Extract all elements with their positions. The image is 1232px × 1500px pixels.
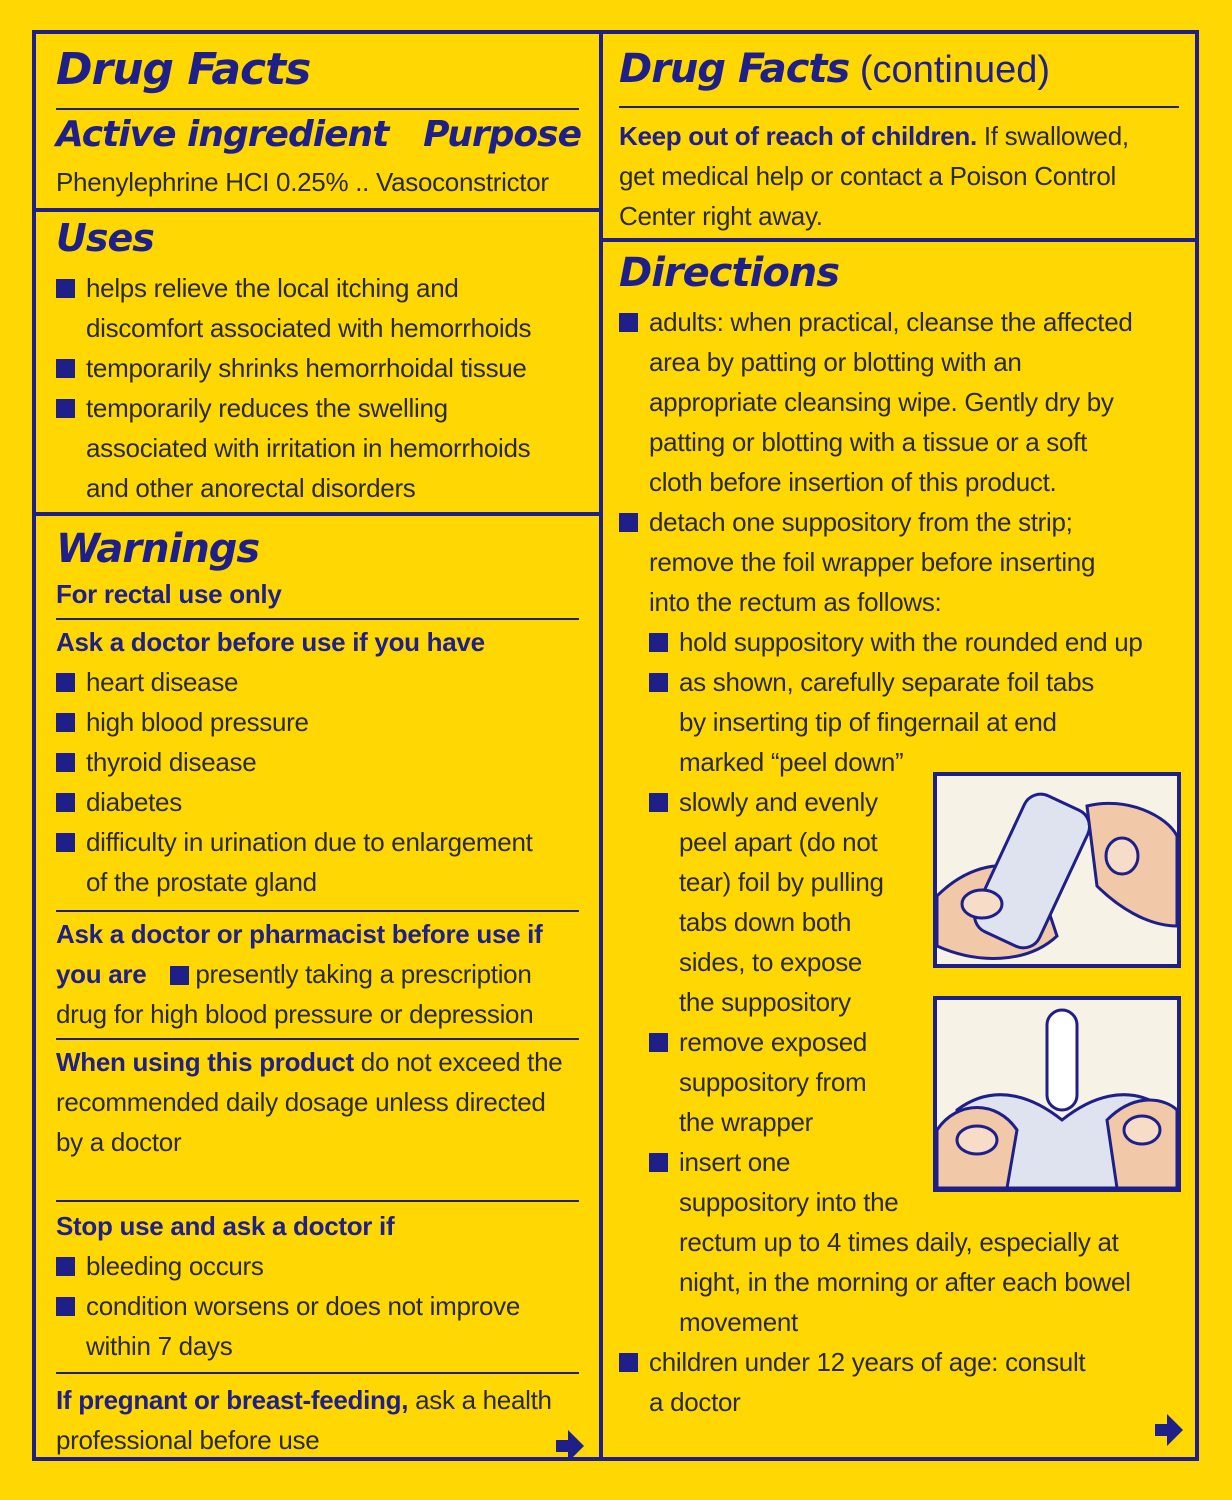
keep-out-heading: Keep out of reach of children. — [619, 121, 977, 151]
bullet-square-icon — [56, 1257, 75, 1276]
bullet-square-icon — [649, 1153, 668, 1172]
right-column — [599, 34, 1195, 1457]
keep-out-line: Center right away. — [619, 201, 823, 231]
list-item-line: peel apart (do not — [679, 827, 878, 857]
list-item-line: as shown, carefully separate foil tabs — [679, 667, 1094, 697]
bullet-square-icon — [56, 713, 75, 732]
stop-use-heading: Stop use and ask a doctor if — [56, 1211, 395, 1241]
list-item-line: suppository into the — [679, 1187, 899, 1217]
pregnant-text: ask a health — [408, 1385, 552, 1415]
list-item-line: tear) foil by pulling — [679, 867, 884, 897]
bullet-square-icon — [56, 753, 75, 772]
bullet-square-icon — [56, 279, 75, 298]
bullet-square-icon — [56, 793, 75, 812]
list-item — [56, 388, 589, 508]
uses-title: Uses — [56, 216, 154, 260]
continued-header — [619, 46, 1050, 92]
direction-line: area by patting or blotting with an — [649, 347, 1022, 377]
list-item — [56, 1286, 589, 1366]
divider — [56, 1200, 579, 1202]
keep-out-line: get medical help or contact a Poison Control — [619, 161, 1116, 191]
list-item-line: night, in the morning or after each bowel — [679, 1267, 1131, 1297]
list-item — [56, 782, 589, 822]
bullet-square-icon — [56, 1297, 75, 1316]
pregnant-heading: If pregnant or breast-feeding, — [56, 1385, 409, 1415]
list-item-line: helps relieve the local itching and — [86, 273, 459, 303]
list-item-line: slowly and evenly — [679, 787, 878, 817]
list-item — [56, 348, 589, 388]
direction-item — [619, 302, 1191, 502]
list-item — [649, 662, 1191, 782]
warnings-title: Warnings — [56, 526, 260, 572]
ask-pharmacist-block — [56, 914, 589, 1034]
direction-sub-list — [619, 622, 1191, 1342]
ask-pharmacist-line: drug for high blood pressure or depression — [56, 999, 534, 1029]
ask-pharmacist-item: presently taking a prescription — [195, 959, 532, 989]
direction-line: appropriate cleansing wipe. Gently dry by — [649, 387, 1114, 417]
list-item — [56, 702, 589, 742]
list-item — [56, 742, 589, 782]
direction-item — [619, 1342, 1191, 1422]
when-using-line: recommended daily dosage unless directed — [56, 1087, 546, 1117]
divider — [56, 618, 579, 620]
list-item-line: within 7 days — [86, 1331, 233, 1361]
list-item-line: by inserting tip of fingernail at end — [679, 707, 1057, 737]
ask-doctor-heading: Ask a doctor before use if you have — [56, 627, 485, 657]
bullet-square-icon — [649, 793, 668, 812]
list-item-line: marked “peel down” — [679, 747, 904, 777]
list-item-line: heart disease — [86, 667, 239, 697]
bullet-square-icon — [56, 673, 75, 692]
direction-line: detach one suppository from the strip; — [649, 507, 1073, 537]
you-are-text: you are — [56, 959, 147, 989]
direction-line: into the rectum as follows: — [649, 587, 942, 617]
direction-line: patting or blotting with a tissue or a soft — [649, 427, 1088, 457]
divider — [56, 910, 579, 912]
when-using-heading: When using this product — [56, 1047, 354, 1077]
divider — [56, 108, 579, 110]
direction-line: cloth before insertion of this product. — [649, 467, 1057, 497]
drug-facts-panel — [32, 30, 1199, 1461]
list-item-line: remove exposed — [679, 1027, 868, 1057]
directions-section — [603, 242, 1195, 1457]
when-using-block — [56, 1042, 589, 1162]
list-item — [56, 662, 589, 702]
list-item-line: discomfort associated with hemorrhoids — [86, 313, 532, 343]
uses-section — [36, 212, 599, 512]
bullet-square-icon — [56, 359, 75, 378]
list-item-line: of the prostate gland — [86, 867, 317, 897]
bullet-square-icon — [619, 1353, 638, 1372]
list-item-line: temporarily reduces the swelling — [86, 393, 448, 423]
direction-line: remove the foil wrapper before inserting — [649, 547, 1096, 577]
directions-title: Directions — [619, 250, 840, 296]
rectal-use-text: For rectal use only — [56, 579, 282, 609]
divider — [619, 106, 1179, 108]
list-item-line: the wrapper — [679, 1107, 813, 1137]
list-item-line: temporarily shrinks hemorrhoidal tissue — [86, 353, 527, 383]
pregnant-line: professional before use — [56, 1425, 320, 1455]
list-item — [56, 1246, 589, 1286]
list-item-line: associated with irritation in hemorrhoids — [86, 433, 531, 463]
bullet-square-icon — [649, 633, 668, 652]
divider — [56, 1372, 579, 1374]
bullet-square-icon — [619, 313, 638, 332]
ingredient-line: Phenylephrine HCI 0.25% .. Vasoconstrictor — [56, 167, 549, 197]
list-item-line: thyroid disease — [86, 747, 257, 777]
purpose-label: Purpose — [423, 114, 581, 155]
list-item-line: the suppository — [679, 987, 851, 1017]
list-item — [56, 822, 589, 902]
list-item-line: rectum up to 4 times daily, especially at — [679, 1227, 1119, 1257]
bullet-square-icon — [619, 513, 638, 532]
list-item-line: bleeding occurs — [86, 1251, 264, 1281]
ask-doctor-list — [56, 662, 589, 902]
list-item-line: diabetes — [86, 787, 182, 817]
keep-out-block — [619, 116, 1187, 236]
direction-line: adults: when practical, cleanse the affected — [649, 307, 1133, 337]
active-ingredient-label: Active ingredient — [56, 114, 389, 155]
direction-line: children under 12 years of age: consult — [649, 1347, 1086, 1377]
bullet-square-icon — [649, 1033, 668, 1052]
peel-foil-drawing — [937, 776, 1177, 964]
left-column — [36, 34, 599, 1457]
bullet-square-icon — [170, 966, 189, 985]
keep-out-section — [603, 34, 1195, 238]
direction-line: a doctor — [649, 1387, 741, 1417]
list-item-line: and other anorectal disorders — [86, 473, 416, 503]
drug-facts-continued-title: Drug Facts — [619, 46, 850, 92]
pregnant-block — [56, 1380, 589, 1457]
drug-facts-title: Drug Facts — [56, 44, 311, 95]
bullet-square-icon — [56, 399, 75, 418]
continued-label: (continued) — [849, 49, 1051, 91]
list-item — [649, 622, 1191, 662]
keep-out-text: If swallowed, — [976, 121, 1129, 151]
uses-list — [56, 268, 589, 508]
peel-foil-illustration — [933, 772, 1181, 968]
bullet-square-icon — [56, 833, 75, 852]
bullet-square-icon — [649, 673, 668, 692]
list-item-line: condition worsens or does not improve — [86, 1291, 521, 1321]
continue-arrow-icon — [1167, 1414, 1183, 1446]
divider — [56, 1038, 579, 1040]
list-item-line: difficulty in urination due to enlargement — [86, 827, 533, 857]
active-ingredient-section — [36, 34, 599, 212]
stop-use-list — [56, 1246, 589, 1366]
remove-suppository-drawing — [937, 1000, 1177, 1188]
when-using-line: by a doctor — [56, 1127, 182, 1157]
list-item — [56, 268, 589, 348]
remove-suppository-illustration — [933, 996, 1181, 1192]
direction-item — [619, 502, 1191, 622]
ask-pharmacist-heading: Ask a doctor or pharmacist before use if — [56, 919, 543, 949]
list-item-line: movement — [679, 1307, 798, 1337]
list-item-line: insert one — [679, 1147, 791, 1177]
list-item-line: high blood pressure — [86, 707, 309, 737]
when-using-text: do not exceed the — [353, 1047, 563, 1077]
warnings-section — [36, 516, 599, 1457]
list-item-line: sides, to expose — [679, 947, 863, 977]
continue-arrow-icon — [568, 1430, 584, 1457]
list-item-line: hold suppository with the rounded end up — [679, 627, 1143, 657]
list-item-line: tabs down both — [679, 907, 852, 937]
list-item-line: suppository from — [679, 1067, 867, 1097]
